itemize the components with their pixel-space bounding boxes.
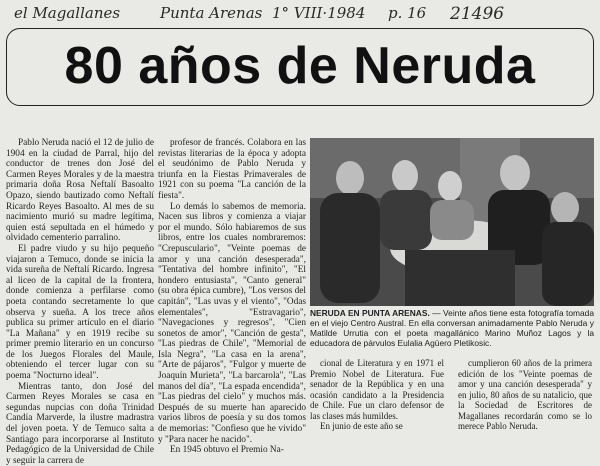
paragraph: Pablo Neruda nació el 12 de julio de 1904 en la ciudad de Parral, hijo del conductor de trenes don José del Carmen Reyes Morales y de la maestra primaria doña Rosa Neftalí Basoalto Opazo, siendo bautizado como Neftalí Ricardo Reyes Basoalto. Al mes de su nacimiento murió su madre legítima, quien está sepultada en el húmedo y olvidado cementerio parralino. [6,138,154,244]
article-column-1 [6,138,154,466]
handwritten-source: el Magallanes [14,4,121,22]
paragraph: cional de Literatura y en 1971 el Premio Nobel de Literatura. Fue senador de la República y en una ocasión candidato a la Presidencia de Chile. Fue un claro defensor de las clases más humildes. [310,358,444,421]
handwritten-number: 21496 [450,4,505,24]
handwritten-date: 1° VIII·1984 [272,4,366,22]
news-photo [310,138,594,306]
paragraph: En 1945 obtuvo el Premio Na- [170,445,284,456]
handwritten-page: p. 16 [388,4,427,22]
article-column-2 [158,138,306,456]
paragraph: Lo demás lo sabemos de memoria. Nacen sus libros y comienza a viajar por el mundo. Sólo habiaremos de sus libros, entre los cuales nombraremos: "Crepusculario", "Veinte poemas de amor y una canción desesperada", "Tentativa del hombre infinito", "El hondero entusiasta", "Canto general" (su obra épica cumbre), "Los versos del capitán", "Las uvas y el viento", "Odas elementales", "Estravagario", "Navegaciones y regresos", "Cien sonetos de amor", "Canción de gesta", "Las piedras de Chile", "Memorial de Isla Negra", "La casa en la arena", "Arte de pájaros", "Fulgor y muerte de Joaquín Murieta", "La barcarola", "Las manos del día", "La espada encendida", "Las piedras del cielo" y muchos más. Después de su muerte han aparecido varios libros de poesía y su dos tomos de memorias: "Confieso que he vivido" y "Para nacer he nacido". [158,201,306,445]
paragraph: Mientras tanto, don José del Carmen Reyes Morales se casa en segundas nupcias con doña Trinidad Candia Marverde, la ilustre madrastra del joven poeta. Y de Temuco salta a Santiago para incorporarse al Instituto Pedagógico de la Universidad de Chile y seguir la carrera de [6,381,154,466]
paragraph: profesor de francés. Colabora en las revistas literarias de la época y adopta el seudónimo de Pablo Neruda y triunfa en la Fiestas Primaverales de 1921 con su poema "La canción de la fiesta". [158,138,306,201]
paragraph: cumplieron 60 años de la primera edición de los "Veinte poemas de amor y una canción desesperada" y en julio, 80 años de su natalicio, que la Sociedad de Escritores de Magallanes recordarán como se lo merece Pablo Neruda. [458,358,592,431]
article-column-3 [310,358,444,431]
headline: 80 años de Neruda [64,37,536,95]
caption-text: — Veinte años tiene esta fotografía tomada en el viejo Centro Austral. En ella conversan animadamente Pablo Neruda y Matilde Urrutia con el poeta magallánico Marino Muñoz Lagos y la educadora de párvulos Eulalia Agüero Pletikosic. [310,308,594,348]
caption-lead: NERUDA EN PUNTA ARENAS. [310,308,430,318]
paragraph: El padre viudo y su hijo pequeño viajaron a Temuco, donde se inicia la vida sureña de Neftalí Ricardo. Ingresa al liceo de la capital de la frontera, donde comienza a perfilarse como poeta contando secretamente lo que observa y sueña. A los trece años publica su primer artículo en el diario "La Mañana" y en 1919 recibe su primer premio literario en un concurso de los Juegos Florales del Maule, obteniendo el tercer lugar con su poema "Nocturno ideal". [6,243,154,382]
handwritten-city: Punta Arenas [160,4,263,22]
photo-caption [310,308,594,348]
article-column-4 [458,358,592,431]
paragraph: En junio de este año se [320,421,403,431]
handwritten-annotation [10,4,590,28]
